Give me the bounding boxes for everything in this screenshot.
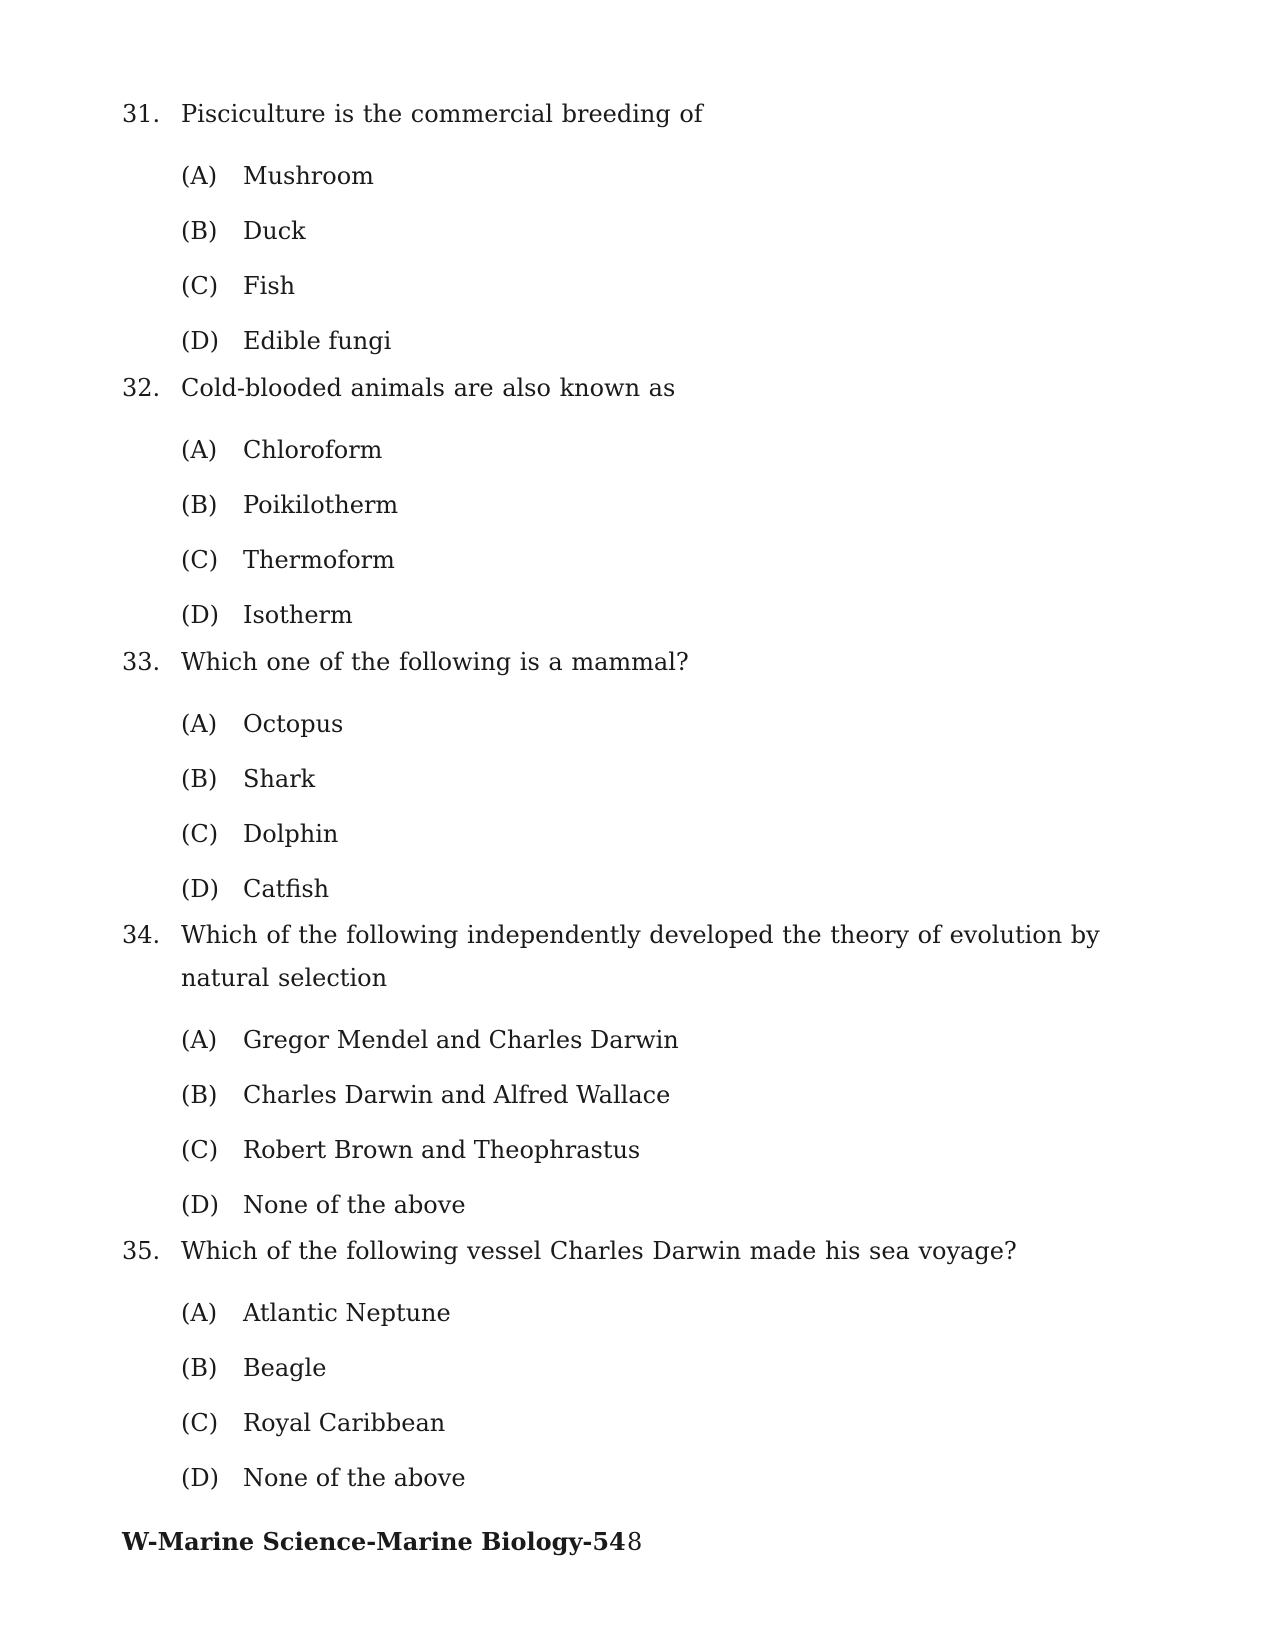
option-d xyxy=(181,313,1162,368)
question-33 xyxy=(122,641,1162,916)
option-d xyxy=(181,1177,1162,1232)
question-text: Cold-blooded animals are also known as xyxy=(181,374,676,402)
question-number: 35. xyxy=(122,1237,161,1265)
option-letter: (C) xyxy=(181,271,219,300)
option-list xyxy=(181,148,1162,368)
option-text: Poikilotherm xyxy=(243,490,399,519)
option-letter: (D) xyxy=(181,1463,219,1492)
option-letter: (A) xyxy=(181,1025,218,1054)
option-text: Gregor Mendel and Charles Darwin xyxy=(243,1025,679,1054)
question-text: Pisciculture is the commercial breeding of xyxy=(181,100,703,128)
option-letter: (B) xyxy=(181,216,218,245)
option-list xyxy=(181,696,1162,916)
option-letter: (B) xyxy=(181,1080,218,1109)
option-d xyxy=(181,1450,1162,1505)
option-d xyxy=(181,861,1162,916)
option-text: Edible fungi xyxy=(243,326,392,355)
question-text: Which one of the following is a mammal? xyxy=(181,648,689,676)
option-a xyxy=(181,1285,1162,1340)
option-letter: (B) xyxy=(181,1353,218,1382)
option-c xyxy=(181,1122,1162,1177)
option-text: Robert Brown and Theophrastus xyxy=(243,1135,641,1164)
question-32 xyxy=(122,367,1162,642)
option-letter: (D) xyxy=(181,600,219,629)
option-c xyxy=(181,258,1162,313)
question-31 xyxy=(122,93,1162,368)
option-text: Royal Caribbean xyxy=(243,1408,446,1437)
option-d xyxy=(181,587,1162,642)
option-a xyxy=(181,696,1162,751)
question-stem xyxy=(122,93,1162,136)
option-letter: (C) xyxy=(181,1135,219,1164)
option-a xyxy=(181,422,1162,477)
option-letter: (A) xyxy=(181,161,218,190)
option-c xyxy=(181,532,1162,587)
option-letter: (B) xyxy=(181,490,218,519)
question-text: Which of the following independently developed the theory of evolution by natural selection xyxy=(181,921,1100,992)
option-text: Thermoform xyxy=(243,545,395,574)
question-35 xyxy=(122,1230,1162,1505)
question-text: Which of the following vessel Charles Darwin made his sea voyage? xyxy=(181,1237,1017,1265)
option-text: Octopus xyxy=(243,709,344,738)
option-text: Isotherm xyxy=(243,600,353,629)
option-a xyxy=(181,1012,1162,1067)
option-text: Beagle xyxy=(243,1353,327,1382)
option-text: Atlantic Neptune xyxy=(243,1298,451,1327)
question-number: 34. xyxy=(122,921,161,949)
option-text: Shark xyxy=(243,764,316,793)
option-list xyxy=(181,1012,1162,1232)
page-footer xyxy=(122,1526,722,1558)
question-number: 31. xyxy=(122,100,161,128)
option-text: Chloroform xyxy=(243,435,383,464)
question-number: 32. xyxy=(122,374,161,402)
option-letter: (B) xyxy=(181,764,218,793)
option-text: Charles Darwin and Alfred Wallace xyxy=(243,1080,671,1109)
paper-code: W-Marine Science-Marine Biology-54 xyxy=(122,1527,626,1556)
question-stem xyxy=(122,641,1162,684)
question-stem xyxy=(122,367,1162,410)
option-text: Mushroom xyxy=(243,161,374,190)
option-text: None of the above xyxy=(243,1190,466,1219)
option-list xyxy=(181,422,1162,642)
option-letter: (A) xyxy=(181,435,218,464)
option-letter: (D) xyxy=(181,326,219,355)
option-text: Duck xyxy=(243,216,306,245)
option-b xyxy=(181,1067,1162,1122)
option-b xyxy=(181,1340,1162,1395)
option-b xyxy=(181,751,1162,806)
option-text: None of the above xyxy=(243,1463,466,1492)
option-c xyxy=(181,806,1162,861)
question-number: 33. xyxy=(122,648,161,676)
option-letter: (C) xyxy=(181,819,219,848)
option-b xyxy=(181,477,1162,532)
option-list xyxy=(181,1285,1162,1505)
option-letter: (A) xyxy=(181,709,218,738)
option-c xyxy=(181,1395,1162,1450)
option-letter: (D) xyxy=(181,874,219,903)
option-letter: (C) xyxy=(181,1408,219,1437)
question-stem xyxy=(122,914,1162,1000)
option-letter: (A) xyxy=(181,1298,218,1327)
option-a xyxy=(181,148,1162,203)
question-34 xyxy=(122,914,1162,1232)
option-text: Fish xyxy=(243,271,296,300)
option-letter: (C) xyxy=(181,545,219,574)
page-number: 8 xyxy=(627,1528,643,1556)
option-text: Dolphin xyxy=(243,819,339,848)
question-stem xyxy=(122,1230,1162,1273)
option-b xyxy=(181,203,1162,258)
option-letter: (D) xyxy=(181,1190,219,1219)
option-text: Catfish xyxy=(243,874,330,903)
